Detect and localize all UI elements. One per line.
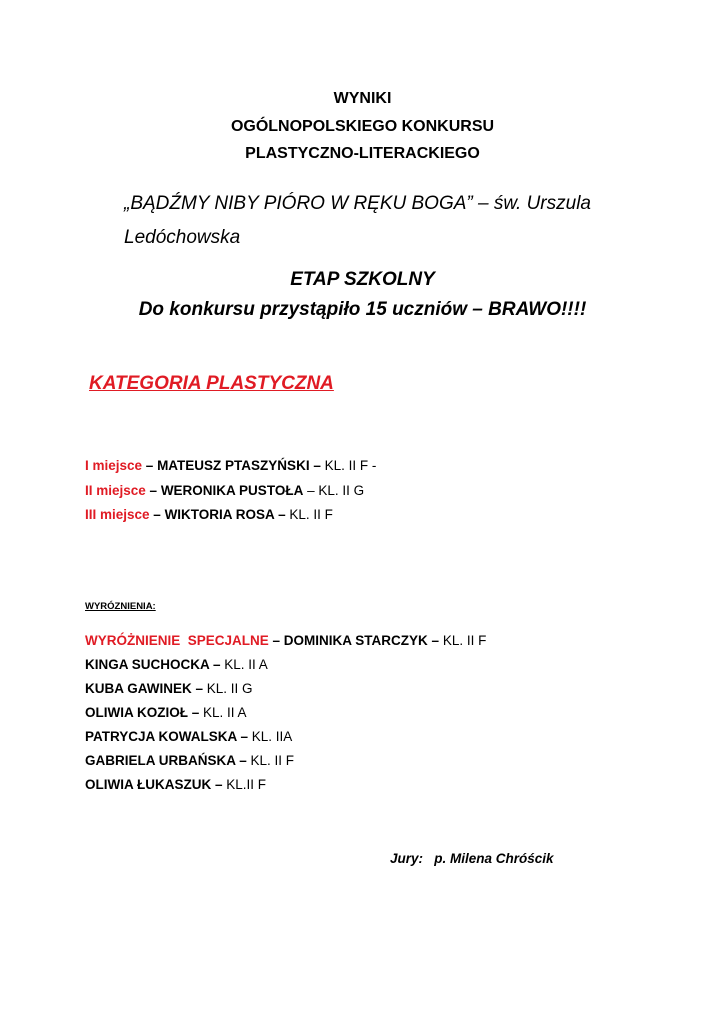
jury-label: Jury: — [390, 851, 424, 866]
distinction-row — [85, 729, 292, 744]
etap-title: ETAP SZKOLNY — [290, 269, 435, 290]
separator: – — [309, 458, 325, 473]
separator: – — [149, 507, 165, 522]
place-label: I miejsce — [85, 458, 143, 473]
etap-subtitle: Do konkursu przystąpiło 15 uczniów – BRAWO!!!! — [138, 299, 587, 320]
winner-name: DOMINIKA STARCZYK — [283, 633, 428, 648]
distinction-row — [85, 705, 247, 720]
class-label: KL. II G — [206, 681, 253, 696]
class-label: KL. II A — [203, 705, 247, 720]
title-line-2: OGÓLNOPOLSKIEGO KONKURSU — [230, 118, 495, 135]
separator: – — [187, 705, 203, 720]
class-label: KL. II F — [289, 507, 333, 522]
special-label: WYRÓŻNIENIE SPECJALNE — [85, 633, 269, 648]
winner-name: OLIWIA ŁUKASZUK — [85, 777, 212, 792]
class-label: KL. II F — [250, 753, 295, 768]
separator: – — [236, 729, 252, 744]
distinction-row — [85, 753, 294, 768]
separator: – — [209, 657, 225, 672]
distinction-row — [85, 777, 266, 792]
quote-line-2: Ledóchowska — [124, 227, 241, 248]
class-label: KL.II F — [226, 777, 267, 792]
winner-name: GABRIELA URBAŃSKA — [85, 753, 236, 768]
winner-name: WIKTORIA ROSA — [164, 507, 275, 522]
place-row — [85, 483, 364, 498]
distinctions-heading: WYRÓZNIENIA: — [85, 601, 156, 612]
winner-name: PATRYCJA KOWALSKA — [85, 729, 237, 744]
quote-line-1: „BĄDŹMY NIBY PIÓRO W RĘKU BOGA” – św. Urszula — [124, 193, 591, 214]
special-distinction-row — [85, 633, 486, 648]
distinction-row — [85, 657, 268, 672]
jury-name: p. Milena Chróścik — [434, 851, 554, 866]
winner-name: KUBA GAWINEK — [85, 681, 192, 696]
separator: – — [268, 633, 284, 648]
separator: – — [142, 458, 158, 473]
place-label: II miejsce — [85, 483, 146, 498]
separator: – — [274, 507, 290, 522]
winner-name: OLIWIA KOZIOŁ — [85, 705, 188, 720]
separator: – — [235, 753, 251, 768]
winner-name: MATEUSZ PTASZYŃSKI — [157, 458, 310, 473]
place-label: III miejsce — [85, 507, 150, 522]
jury-line — [390, 851, 554, 866]
place-row — [85, 507, 333, 522]
distinction-row — [85, 681, 253, 696]
separator: – — [191, 681, 207, 696]
title-line-1: WYNIKI — [333, 90, 392, 107]
class-label: KL. II G — [318, 483, 365, 498]
title-line-3: PLASTYCZNO-LITERACKIEGO — [245, 145, 480, 162]
winner-name: KINGA SUCHOCKA — [85, 657, 210, 672]
separator: – — [145, 483, 161, 498]
separator: – — [427, 633, 443, 648]
class-label: KL. II F - — [324, 458, 377, 473]
separator: – — [211, 777, 227, 792]
class-label: KL. II F — [442, 633, 487, 648]
class-label: KL. IIA — [251, 729, 293, 744]
separator: – — [303, 483, 319, 498]
place-row — [85, 458, 376, 473]
winner-name: WERONIKA PUSTOŁA — [160, 483, 304, 498]
category-heading: KATEGORIA PLASTYCZNA — [89, 373, 334, 394]
class-label: KL. II A — [224, 657, 268, 672]
